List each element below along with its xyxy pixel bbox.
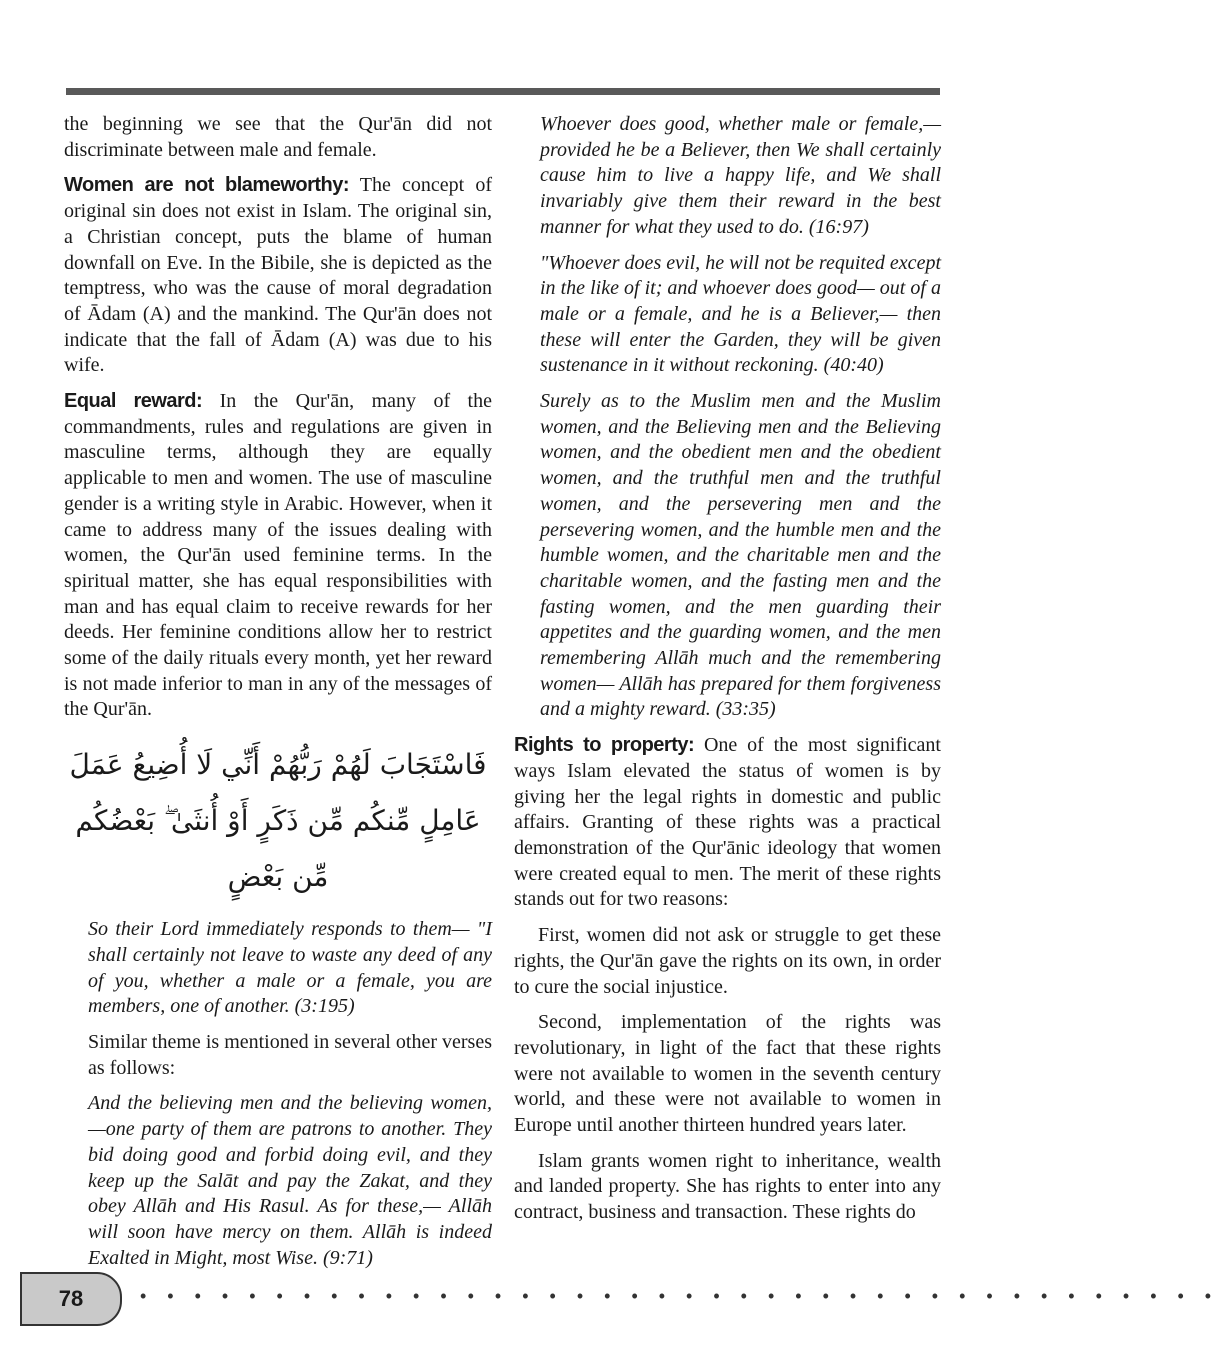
intro-paragraph: the beginning we see that the Qur'ān did not discriminate between male and female. bbox=[64, 113, 492, 161]
quote-16-97: Whoever does good, whether male or female,— provided he be a Believer, then We shall certainly cause him to live a happy life, and We shall invariably give them their reward in the best manner for what they used to do. (16:97) bbox=[540, 113, 941, 238]
reward-paragraph bbox=[64, 389, 492, 723]
blame-paragraph bbox=[64, 173, 492, 379]
footer-dot-leader: • • • • • • • • • • • • • • • • • • • • • • • • • • • • • • • • • • • • • • • • bbox=[140, 1286, 1219, 1306]
reward-heading: Equal reward: bbox=[64, 390, 203, 413]
property-heading: Rights to property: bbox=[514, 734, 695, 757]
first-reason-paragraph: First, women did not ask or struggle to get these rights, the Qur'ān gave the rights on its own, in order to cure the social injustice. bbox=[514, 924, 941, 998]
property-text: One of the most significant ways Islam elevated the status of women is by giving her the legal rights in domestic and public affairs. Granting of these rights was a practical demonstration of the Qur'ānic ideology that women were created equal to men. The merit of these rights stands out for two reasons: bbox=[514, 734, 941, 911]
second-reason-paragraph: Second, implementation of the rights was revolutionary, in light of the fact that these rights were not available to women in the seventh century world, and these were not available to women in Europe until another thirteen hundred years later. bbox=[514, 1011, 941, 1137]
page-number: 78 bbox=[20, 1272, 122, 1326]
page-footer bbox=[20, 1272, 1219, 1328]
similar-theme-paragraph: Similar theme is mentioned in several other verses as follows: bbox=[88, 1030, 492, 1079]
blame-text: The concept of original sin does not exist in Islam. The original sin, a Christian concept, puts the blame of human downfall on Eve. In the Bibile, she is depicted as the temptress, who was the cause of moral degradation of Ādam (A) and the mankind. The Qur'ān does not indicate that the fall of Ādam (A) was due to his wife. bbox=[64, 174, 492, 377]
property-paragraph bbox=[514, 733, 941, 913]
quote-40-40: "Whoever does evil, he will not be requited except in the like of it; and whoever does good— out of a male or a female, and he is a Believer,— then these will enter the Garden, they will be given sustenance in it without reckoning. (40:40) bbox=[540, 251, 941, 377]
quote-33-35: Surely as to the Muslim men and the Muslim women, and the Believing men and the Believing women, and the obedient men and the obedient women, and the truthful men and the truthful women, and the persevering men and the persevering women, and the humble men and the humble women, and the charitable men and the charitable women, and the fasting men and the fasting women, and the men guarding their appetites and the guarding women, and the men remembering Allāh much and the remembering women— Allāh has prepared for them forgiveness and a mighty reward. (33:35) bbox=[540, 390, 941, 721]
arabic-verse: فَاسْتَجَابَ لَهُمْ رَبُّهُمْ أَنِّي لَا أُضِيعُ عَمَلَ عَامِلٍ مِّنكُم مِّن ذَكَرٍ أَوْ أُنثَىٰ ۖ بَعْضُكُم مِّن بَعْضٍ bbox=[69, 748, 487, 894]
header-rule bbox=[66, 88, 940, 95]
quote-3-195: So their Lord immediately responds to them— "I shall certainly not leave to waste any deed of any of you, whether a male or a female, you are members, one of another. (3:195) bbox=[88, 918, 492, 1018]
quote-9-71: And the believing men and the believing women,—one party of them are patrons to another. They bid doing good and forbid doing evil, and they keep up the Salāt and pay the Zakat, and they obey Allāh and His Rasul. As for these,— Allāh will soon have mercy on them. Allāh is indeed Exalted in Might, most Wise. (9:71) bbox=[88, 1092, 492, 1269]
grants-paragraph: Islam grants women right to inheritance, wealth and landed property. She has rights to enter into any contract, business and transaction. These rights do bbox=[514, 1149, 941, 1224]
left-column bbox=[64, 112, 492, 1281]
blame-heading: Women are not blameworthy: bbox=[64, 174, 350, 197]
reward-text: In the Qur'ān, many of the commandments, rules and regulations are given in masculine terms, although they are equally applicable to men and women. The use of masculine gender is a writing style in Arabic. However, when it came to address many of the issues dealing with women, the Qur'ān used feminine terms. In the spiritual matter, she has equal responsibilities with man and has equal claim to receive rewards for her deeds. Her feminine conditions allow her to restrict some of the daily rituals every month, yet her reward is not made inferior to man in any of the messages of the Qur'ān. bbox=[64, 390, 492, 721]
right-column bbox=[514, 112, 941, 1236]
